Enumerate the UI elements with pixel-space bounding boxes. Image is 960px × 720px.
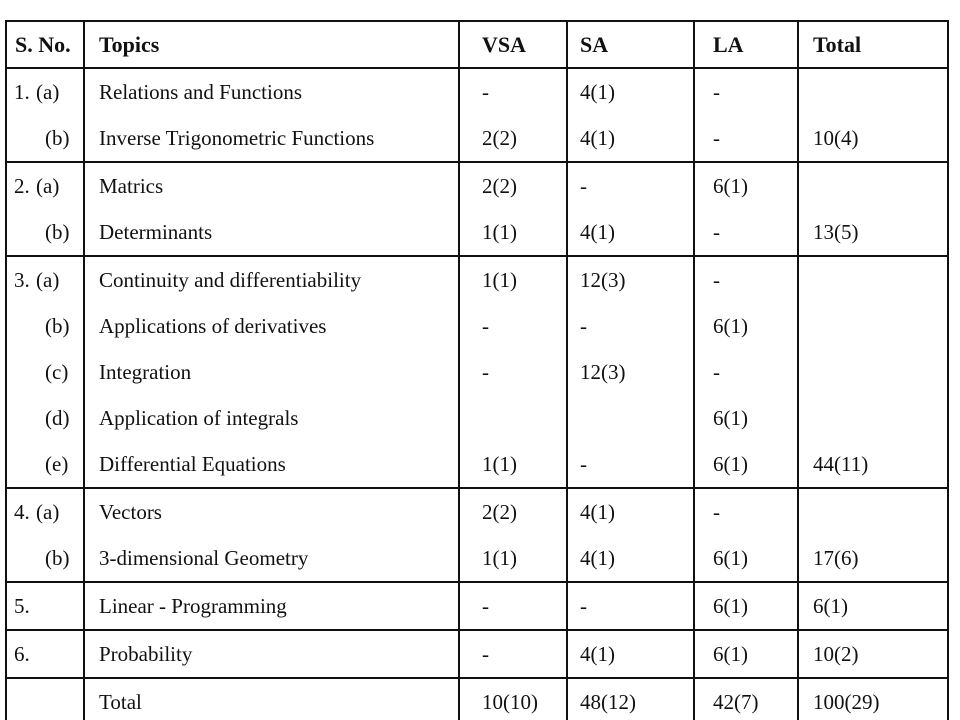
row-number: 5. bbox=[14, 593, 30, 618]
table-row bbox=[6, 582, 948, 630]
row-vsa: 1(1) bbox=[459, 441, 567, 488]
row-sa: - bbox=[567, 162, 694, 209]
row-total bbox=[798, 162, 948, 209]
row-la: 6(1) bbox=[694, 582, 798, 630]
table-row bbox=[6, 630, 948, 678]
row-topic: Application of integrals bbox=[84, 395, 459, 441]
row-la: - bbox=[694, 209, 798, 256]
row-sa: 4(1) bbox=[567, 630, 694, 678]
row-vsa: 2(2) bbox=[459, 115, 567, 162]
row-sno bbox=[6, 256, 84, 303]
row-topic: Relations and Functions bbox=[84, 68, 459, 115]
row-sub-label: (b) bbox=[45, 545, 70, 570]
row-sub-label: (a) bbox=[36, 499, 60, 524]
row-total: 17(6) bbox=[798, 535, 948, 582]
row-topic: 3-dimensional Geometry bbox=[84, 535, 459, 582]
header-topics: Topics bbox=[84, 21, 459, 68]
row-sub-label: (d) bbox=[45, 405, 70, 430]
table-row bbox=[6, 256, 948, 303]
marks-distribution-table bbox=[5, 20, 949, 720]
row-sa: 4(1) bbox=[567, 115, 694, 162]
row-total bbox=[798, 303, 948, 349]
row-total: 6(1) bbox=[798, 582, 948, 630]
header-total: Total bbox=[798, 21, 948, 68]
row-vsa: - bbox=[459, 349, 567, 395]
row-vsa: - bbox=[459, 303, 567, 349]
row-number: 3. bbox=[14, 267, 30, 292]
row-la: - bbox=[694, 115, 798, 162]
row-la: - bbox=[694, 256, 798, 303]
row-total: 10(4) bbox=[798, 115, 948, 162]
row-sub-label: (a) bbox=[36, 267, 60, 292]
row-sno bbox=[6, 395, 84, 441]
row-topic: Vectors bbox=[84, 488, 459, 535]
row-sno bbox=[6, 349, 84, 395]
table-row bbox=[6, 209, 948, 256]
row-total: 13(5) bbox=[798, 209, 948, 256]
row-sub-label: (a) bbox=[36, 79, 60, 104]
header-la: LA bbox=[694, 21, 798, 68]
row-topic: Continuity and differentiability bbox=[84, 256, 459, 303]
row-topic: Probability bbox=[84, 630, 459, 678]
row-sno bbox=[6, 162, 84, 209]
row-sub-label: (e) bbox=[45, 451, 69, 476]
row-vsa: - bbox=[459, 68, 567, 115]
header-sno: S. No. bbox=[6, 21, 84, 68]
row-number: 2. bbox=[14, 173, 30, 198]
row-sa: 4(1) bbox=[567, 535, 694, 582]
row-topic: Differential Equations bbox=[84, 441, 459, 488]
row-total: 10(2) bbox=[798, 630, 948, 678]
row-la: - bbox=[694, 68, 798, 115]
row-total bbox=[798, 256, 948, 303]
total-row bbox=[6, 678, 948, 720]
row-topic: Integration bbox=[84, 349, 459, 395]
row-la: - bbox=[694, 488, 798, 535]
table-row bbox=[6, 441, 948, 488]
row-sa: 12(3) bbox=[567, 349, 694, 395]
row-sno bbox=[6, 630, 84, 678]
row-sno bbox=[6, 582, 84, 630]
total-vsa: 10(10) bbox=[459, 678, 567, 720]
row-sub-label: (b) bbox=[45, 313, 70, 338]
row-vsa: 1(1) bbox=[459, 256, 567, 303]
table-row bbox=[6, 395, 948, 441]
row-topic: Linear - Programming bbox=[84, 582, 459, 630]
row-sub-label: (b) bbox=[45, 219, 70, 244]
header-sa: SA bbox=[567, 21, 694, 68]
row-la: 6(1) bbox=[694, 441, 798, 488]
table-row bbox=[6, 488, 948, 535]
row-total bbox=[798, 349, 948, 395]
table-row bbox=[6, 535, 948, 582]
row-number: 6. bbox=[14, 641, 30, 666]
row-la: 6(1) bbox=[694, 630, 798, 678]
table-row bbox=[6, 349, 948, 395]
row-vsa: 2(2) bbox=[459, 488, 567, 535]
row-sa: - bbox=[567, 303, 694, 349]
row-sa bbox=[567, 395, 694, 441]
table-row bbox=[6, 68, 948, 115]
header-row bbox=[6, 21, 948, 68]
row-topic: Applications of derivatives bbox=[84, 303, 459, 349]
row-topic: Matrics bbox=[84, 162, 459, 209]
row-sa: - bbox=[567, 582, 694, 630]
row-total bbox=[798, 395, 948, 441]
row-la: - bbox=[694, 349, 798, 395]
table-row bbox=[6, 162, 948, 209]
row-vsa: 1(1) bbox=[459, 209, 567, 256]
row-sub-label: (c) bbox=[45, 359, 69, 384]
row-number: 4. bbox=[14, 499, 30, 524]
row-sa: 4(1) bbox=[567, 68, 694, 115]
row-sno bbox=[6, 209, 84, 256]
table-row bbox=[6, 115, 948, 162]
row-vsa: - bbox=[459, 630, 567, 678]
row-sno bbox=[6, 115, 84, 162]
row-sub-label: (b) bbox=[45, 125, 70, 150]
row-vsa: - bbox=[459, 582, 567, 630]
row-topic: Determinants bbox=[84, 209, 459, 256]
row-sno bbox=[6, 68, 84, 115]
row-la: 6(1) bbox=[694, 162, 798, 209]
row-sa: 4(1) bbox=[567, 209, 694, 256]
row-topic: Inverse Trigonometric Functions bbox=[84, 115, 459, 162]
total-la: 42(7) bbox=[694, 678, 798, 720]
row-vsa: 2(2) bbox=[459, 162, 567, 209]
table-row bbox=[6, 303, 948, 349]
row-sub-label: (a) bbox=[36, 173, 60, 198]
row-vsa bbox=[459, 395, 567, 441]
header-vsa: VSA bbox=[459, 21, 567, 68]
row-sno bbox=[6, 488, 84, 535]
row-sno bbox=[6, 678, 84, 720]
row-number: 1. bbox=[14, 79, 30, 104]
row-sno bbox=[6, 303, 84, 349]
total-label: Total bbox=[84, 678, 459, 720]
row-vsa: 1(1) bbox=[459, 535, 567, 582]
total-total: 100(29) bbox=[798, 678, 948, 720]
total-sa: 48(12) bbox=[567, 678, 694, 720]
row-sno bbox=[6, 441, 84, 488]
row-la: 6(1) bbox=[694, 395, 798, 441]
row-sno bbox=[6, 535, 84, 582]
row-la: 6(1) bbox=[694, 303, 798, 349]
row-total bbox=[798, 488, 948, 535]
row-sa: 12(3) bbox=[567, 256, 694, 303]
row-sa: - bbox=[567, 441, 694, 488]
row-sa: 4(1) bbox=[567, 488, 694, 535]
row-la: 6(1) bbox=[694, 535, 798, 582]
row-total: 44(11) bbox=[798, 441, 948, 488]
row-total bbox=[798, 68, 948, 115]
